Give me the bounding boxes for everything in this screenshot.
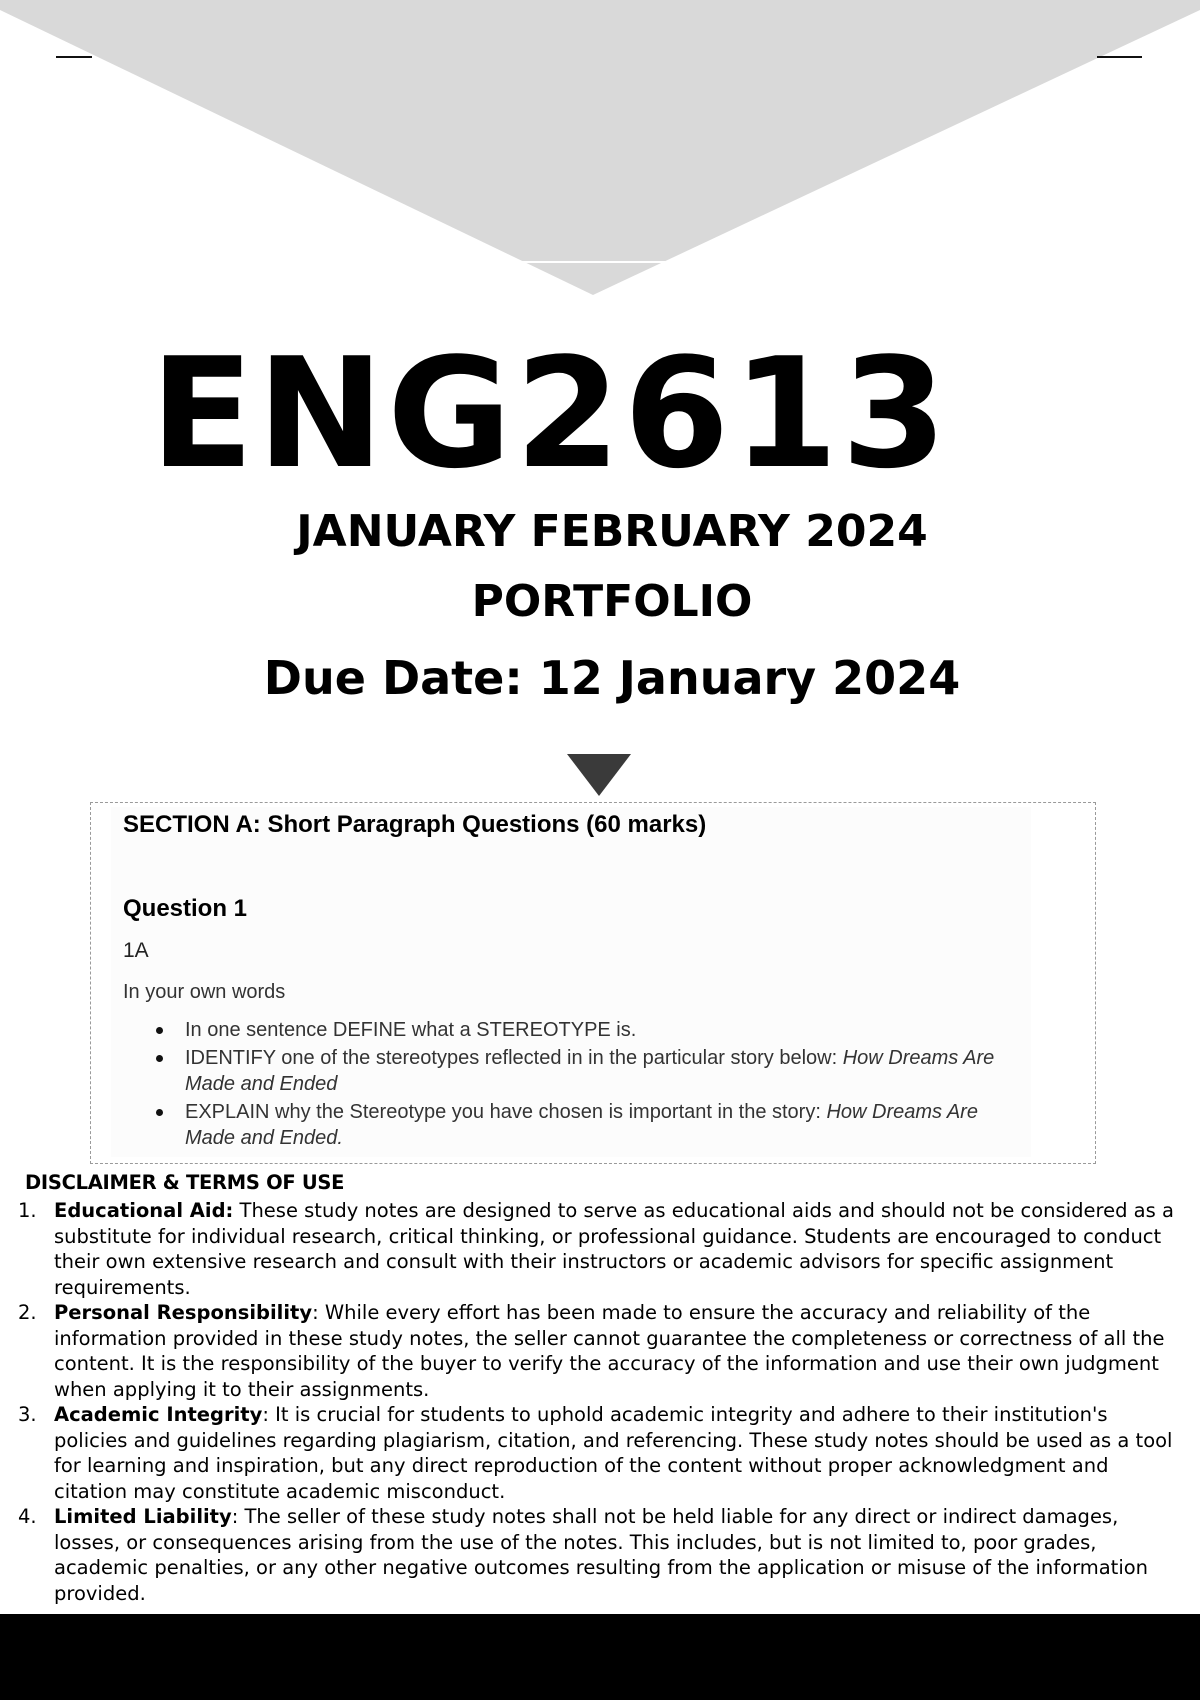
list-item: EXPLAIN why the Stereotype you have chosen is important in the story: How Dreams Are Made and Ended.	[185, 1099, 1015, 1151]
list-item: In one sentence DEFINE what a STEREOTYPE is.	[185, 1017, 1015, 1043]
list-item: 1. Educational Aid: These study notes are designed to serve as educational aids and should not be considered as a substitute for individual research, critical thinking, or professional guidance. Students are encouraged to conduct their own extensive research and consult with their instructors or academic advisors for specific assignment requirements.	[18, 1199, 1174, 1299]
question-subnumber: 1A	[123, 939, 149, 962]
question-bullets	[123, 1017, 1015, 1153]
question-intro: In your own words	[123, 981, 286, 1003]
terms-list	[0, 1198, 1180, 1606]
list-item: 3. Academic Integrity: It is crucial for students to uphold academic integrity and adhere to their institution's policies and guidelines regarding plagiarism, citation, and referencing. These study notes should be used as a tool for learning and inspiration, but any direct reproduction of the content without proper acknowledgment and citation may constitute academic misconduct.	[18, 1403, 1173, 1503]
due-date: Due Date: 12 January 2024	[263, 651, 961, 705]
list-item: 4. Limited Liability: The seller of these study notes shall not be held liable for any direct or indirect damages, losses, or consequences arising from the use of the notes. This includes, but is not limited to, poor grades, academic penalties, or any other negative outcomes resulting from the application or misuse of the information provided.	[18, 1505, 1149, 1605]
down-arrow-icon	[567, 754, 631, 796]
question-title: Question 1	[123, 895, 248, 922]
disclaimer-section	[0, 1168, 1200, 1614]
disclaimer-title: DISCLAIMER & TERMS OF USE	[25, 1171, 345, 1194]
course-code: ENG2613	[150, 325, 950, 502]
question-preview-content	[111, 807, 1031, 1157]
list-item: 2. Personal Responsibility: While every effort has been made to ensure the accuracy and reliability of the information provided in these study notes, the seller cannot guarantee the completeness or correctness of all the content. It is the responsibility of the buyer to verify the accuracy of the information and use their own judgment when applying it to their assignments.	[18, 1301, 1165, 1401]
list-item: IDENTIFY one of the stereotypes reflected in in the particular story below: How Dreams Are Made and Ended	[185, 1045, 1015, 1097]
question-preview-box	[90, 802, 1096, 1164]
portfolio-subtitle: PORTFOLIO	[471, 576, 753, 627]
footer-bar	[0, 1614, 1200, 1700]
section-title: SECTION A: Short Paragraph Questions (60 marks)	[123, 811, 707, 838]
header-chevron-banner	[0, 0, 1200, 300]
term-subtitle: JANUARY FEBRUARY 2024	[296, 506, 928, 557]
